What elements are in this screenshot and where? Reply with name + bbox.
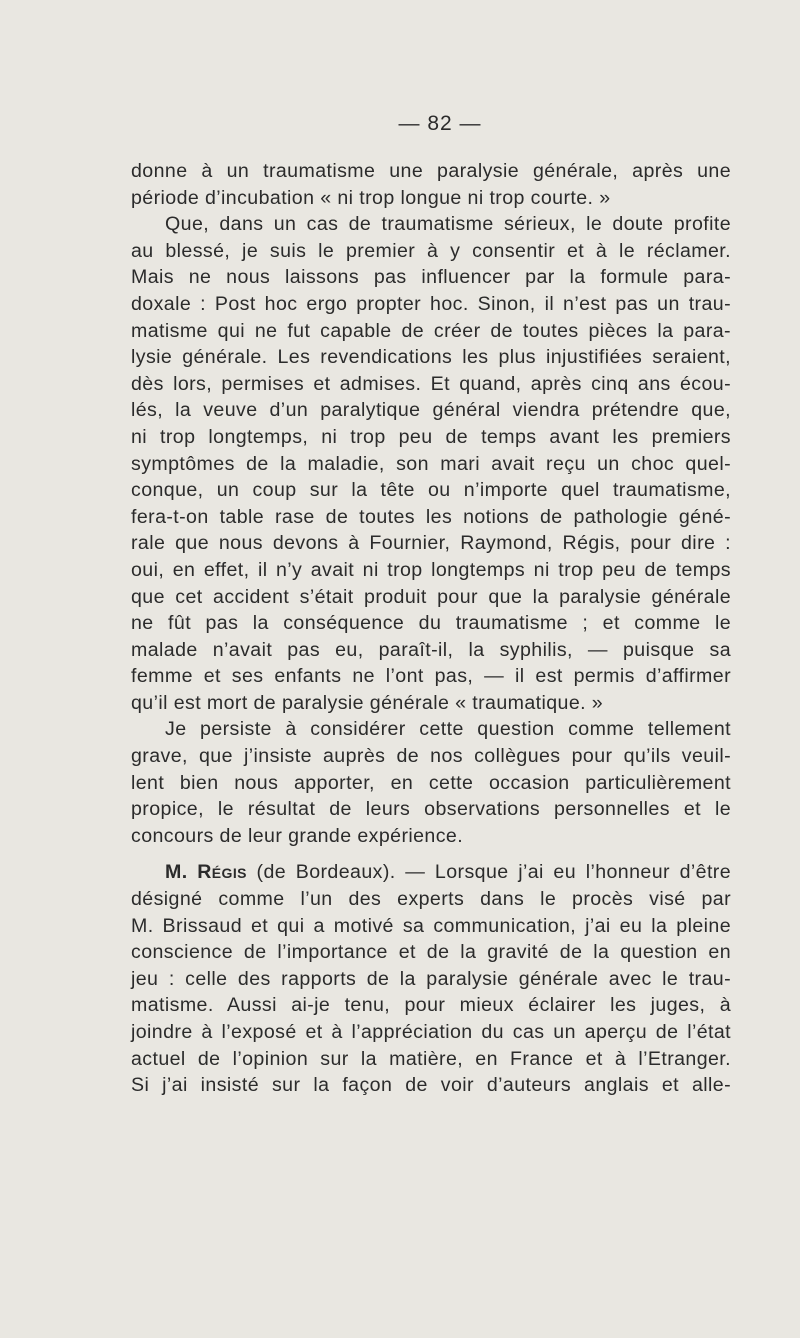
text-line-rest: (de Bordeaux). — Lorsque j’ai eu l’honneur d’être bbox=[256, 861, 732, 884]
text-line: femme et ses enfants ne l’ont pas, — il est permis d’affirmer bbox=[131, 665, 731, 688]
text-line: propice, le résultat de leurs observations personnelles et le bbox=[131, 798, 731, 821]
text-line: Je persiste à considérer cette question comme tellement bbox=[165, 718, 731, 741]
text-line: ne fût pas la conséquence du traumatisme ; et comme le bbox=[131, 612, 731, 635]
text-line: joindre à l’exposé et à l’appréciation du cas un aperçu de l’état bbox=[131, 1021, 731, 1043]
text-line: conscience de l’importance et de la gravité de la question en bbox=[131, 941, 731, 964]
text-line: au blessé, je suis le premier à y consentir et à le réclamer. bbox=[131, 239, 731, 262]
text-line: jeu : celle des rapports de la paralysie générale avec le trau- bbox=[131, 967, 731, 990]
text-line: fera-t-on table rase de toutes les notions de pathologie géné- bbox=[131, 505, 731, 528]
text-line: rale que nous devons à Fournier, Raymond, Régis, pour dire : bbox=[131, 532, 731, 555]
text-line: Que, dans un cas de traumatisme sérieux, le doute profite bbox=[165, 213, 731, 236]
text-line: concours de leur grande expérience. bbox=[131, 824, 464, 847]
text-line: doxale : Post hoc ergo propter hoc. Sinon, il n’est pas un trau- bbox=[131, 292, 731, 315]
text-line: désigné comme l’un des experts dans le procès visé par bbox=[131, 888, 731, 911]
text-line-with-speaker bbox=[131, 859, 731, 886]
text-line: malade n’avait pas eu, paraît-il, la syphilis, — puisque sa bbox=[131, 638, 731, 661]
text-line: Mais ne nous laissons pas influencer par la formule para- bbox=[131, 266, 731, 289]
text-line: qu’il est mort de paralysie générale « traumatique. » bbox=[131, 691, 604, 714]
text-line: période d’incubation « ni trop longue ni trop courte. » bbox=[131, 186, 611, 209]
text-line: matisme qui ne fut capable de créer de toutes pièces la para- bbox=[131, 319, 731, 342]
text-line: lés, la veuve d’un paralytique général viendra prétendre que, bbox=[131, 399, 731, 422]
paragraph-1 bbox=[131, 158, 731, 211]
text-line: Si j’ai insisté sur la façon de voir d’auteurs anglais et alle- bbox=[131, 1074, 731, 1097]
text-line: grave, que j’insiste auprès de nos collègues pour qu’ils veuil- bbox=[131, 745, 731, 768]
paragraph-3 bbox=[131, 716, 731, 849]
text-line: actuel de l’opinion sur la matière, en France et à l’Etranger. bbox=[131, 1047, 731, 1070]
text-line: M. Brissaud et qui a motivé sa communication, j’ai eu la pleine bbox=[131, 914, 731, 937]
text-line: matisme. Aussi ai-je tenu, pour mieux éclairer les juges, à bbox=[131, 994, 731, 1017]
text-line: oui, en effet, il n’y avait ni trop longtemps ni trop peu de temps bbox=[131, 558, 731, 581]
page-number: — 82 — bbox=[398, 112, 482, 135]
text-line: donne à un traumatisme une paralysie générale, après une bbox=[131, 160, 731, 182]
speaker-name: M. Régis bbox=[165, 861, 247, 884]
text-line: ni trop longtemps, ni trop peu de temps avant les premiers bbox=[131, 425, 731, 448]
paragraph-gap bbox=[131, 849, 731, 859]
body-text bbox=[131, 158, 731, 1099]
text-line: dès lors, permises et admises. Et quand, après cinq ans écou- bbox=[131, 372, 731, 395]
paragraph-2 bbox=[131, 211, 731, 716]
text-line: conque, un coup sur la tête ou n’importe quel traumatisme, bbox=[131, 479, 731, 502]
paragraph-4 bbox=[131, 859, 731, 1098]
text-line: que cet accident s’était produit pour que la paralysie générale bbox=[131, 585, 731, 608]
text-line: symptômes de la maladie, son mari avait reçu un choc quel- bbox=[131, 452, 731, 475]
text-line: lysie générale. Les revendications les plus injustifiées seraient, bbox=[131, 346, 731, 369]
text-line: lent bien nous apporter, en cette occasion particulièrement bbox=[131, 771, 731, 794]
